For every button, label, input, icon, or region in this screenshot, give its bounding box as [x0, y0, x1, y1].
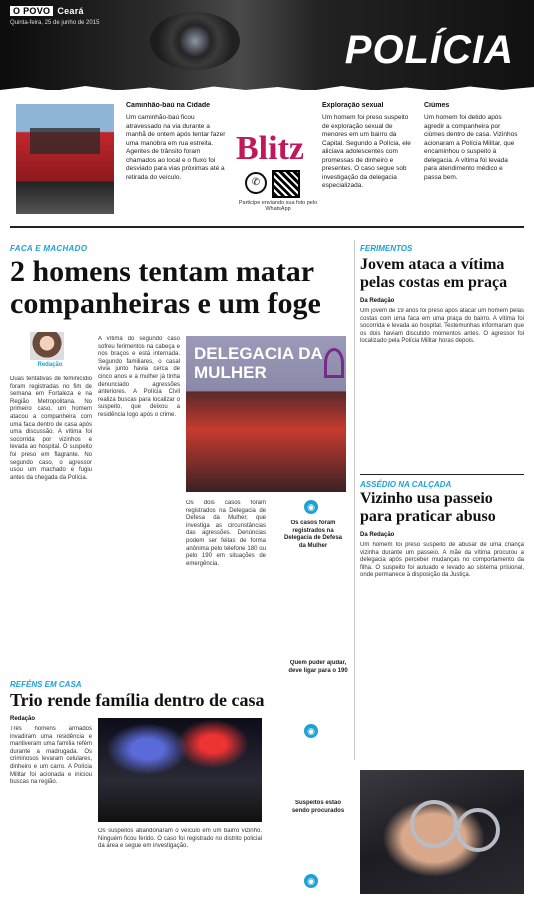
handcuff-ring-icon-2	[456, 808, 500, 852]
section-title: POLÍCIA	[344, 28, 514, 72]
right-separator	[360, 474, 524, 475]
truck-windshield	[30, 128, 100, 154]
right1-author: Da Redação	[360, 298, 395, 304]
author-photo	[30, 332, 64, 360]
qr-code-icon	[272, 170, 300, 198]
right2-body: Um homem foi preso suspeito de abusar de uma criança vizinha durante um passeio. A mãe da vítima procurou a delegacia após perceber mudanças no comportamento da filha. O suspeito foi autuado e levado ao sistema prisional, onde permanece à disposição da Justiça.	[360, 542, 524, 579]
main-column-a: Duas tentativas de feminicídio foram registradas no fim de semana em Fortaleza e na Região Metropolitana. No primeiro caso, um homem atacou a companheira com uma faca dentro de casa após uma discussão. A vítima foi socorrida por vizinhos e levada ao hospital. O suspeito foi preso em flagrante. No segundo caso, o agressor usou um machado e fugiu antes da chegada da Polícia.	[10, 376, 92, 481]
section-header	[0, 0, 534, 90]
right2-author: Da Redação	[360, 532, 395, 538]
blitz-note: Participe enviando sua foto pelo WhatsApp	[238, 200, 318, 212]
header-eye-image	[150, 12, 240, 70]
info-icon-2: ◉	[304, 874, 318, 888]
main-kicker: FACA E MACHADO	[10, 244, 88, 253]
trio-body: Três homens armados invadiram uma residência e mantiveram uma família refém durante a madrugada. Os criminosos levaram celulares, dinheiro e um carro. A Polícia Militar foi acionada e iniciou buscas na região.	[10, 726, 92, 786]
handcuff-ring-icon	[410, 800, 458, 848]
band-col1-text: Um caminhão-baú ficou atravessado na via durante a manhã de ontem após tentar fazer uma manobra em rua estreita. Agentes de trânsito foram chamados ao local e o fluxo foi desviado para vias próximas até a retirada do veículo.	[126, 114, 226, 181]
main-column-b: A vítima do segundo caso sofreu ferimentos na cabeça e nos braços e está internada. Segundo familiares, o casal vivia junto havia cerca de cinco anos e a mulher já tinha denunciado agressões anteriores. A Polícia Civil realiza buscas para localizar o suspeito, que deixou a residência logo após o crime.	[98, 336, 180, 418]
trio-body-2: Os suspeitos abandonaram o veículo em um bairro vizinho. Ninguém ficou ferido. O caso foi registrado no distrito policial da área e segue em investigação.	[98, 828, 262, 850]
photo-sign-text: DELEGACIA DA MULHER	[194, 344, 323, 382]
info-icon-1: ◉	[304, 724, 318, 738]
column-divider	[354, 240, 355, 760]
band-col1-heading: Caminhão-baú na Cidade	[126, 102, 211, 109]
truck-photo	[16, 104, 114, 214]
newspaper-brand	[10, 6, 84, 16]
right1-kicker: FERIMENTOS	[360, 244, 413, 253]
trio-headline: Trio rende família dentro de casa	[10, 690, 265, 710]
blitz-logo: Blitz	[236, 130, 304, 167]
right1-headline: Jovem ataca a vítima pelas costas em praça	[360, 256, 508, 291]
police-car-photo	[98, 718, 262, 822]
delegacia-photo	[186, 336, 346, 492]
brand-name: Ceará	[57, 6, 84, 16]
main-headline: 2 homens tentam matar companheiras e um foge	[10, 255, 321, 320]
side-caption-1: Quem puder ajudar, deve ligar para o 190	[288, 660, 348, 674]
photo-caption: Os casos foram registrados na Delegacia de Defesa da Mulher	[283, 520, 343, 549]
trio-kicker: REFÉNS EM CASA	[10, 680, 82, 689]
band-col3-heading: Ciúmes	[424, 102, 450, 109]
main-author: Redação	[37, 362, 63, 368]
camera-icon: ◉	[304, 500, 318, 514]
whatsapp-icon: ✆	[245, 172, 267, 194]
right2-kicker: ASSÉDIO NA CALÇADA	[360, 480, 452, 489]
band-col3-text: Um homem foi detido após agredir a companheira por ciúmes dentro de casa. Vizinhos acionaram a Polícia Militar, que encaminhou o suspeito à delegacia. A vítima foi levada para atendimento médico e passa bem.	[424, 114, 518, 181]
band-col2-heading: Exploração sexual	[322, 102, 384, 109]
handcuffs-photo	[360, 770, 524, 894]
side-caption-2: Suspeitos estão sendo procurados	[291, 800, 345, 814]
right2-headline: Vizinho usa passeio para praticar abuso	[360, 490, 496, 525]
right1-body: Um jovem de 19 anos foi preso após atacar um homem pelas costas com uma faca em uma praça do bairro. A vítima foi socorrida e levada ao hospital. Testemunhas informaram que os dois haviam discutido momentos antes. O agressor foi localizado pela Polícia Militar horas depois.	[360, 308, 524, 345]
ribbon-icon	[324, 348, 344, 378]
edition-date: Quinta-feira, 25 de junho de 2015	[10, 20, 100, 26]
main-column-c: Os dois casos foram registrados na Delegacia de Defesa da Mulher, que investiga as circunstâncias das agressões. Denúncias podem ser feitas de forma anônima pelo telefone 180 ou pelo 190 em situações de emergência.	[186, 500, 266, 567]
trio-author: Redação	[10, 716, 36, 722]
band-col2-text: Um homem foi preso suspeito de exploração sexual de menores em um bairro da Capital. Segundo a Polícia, ele aliciava adolescentes com promessas de dinheiro e presentes. O caso segue sob investigação da delegacia especializada.	[322, 114, 411, 189]
brand-logo: O POVO	[10, 6, 53, 16]
